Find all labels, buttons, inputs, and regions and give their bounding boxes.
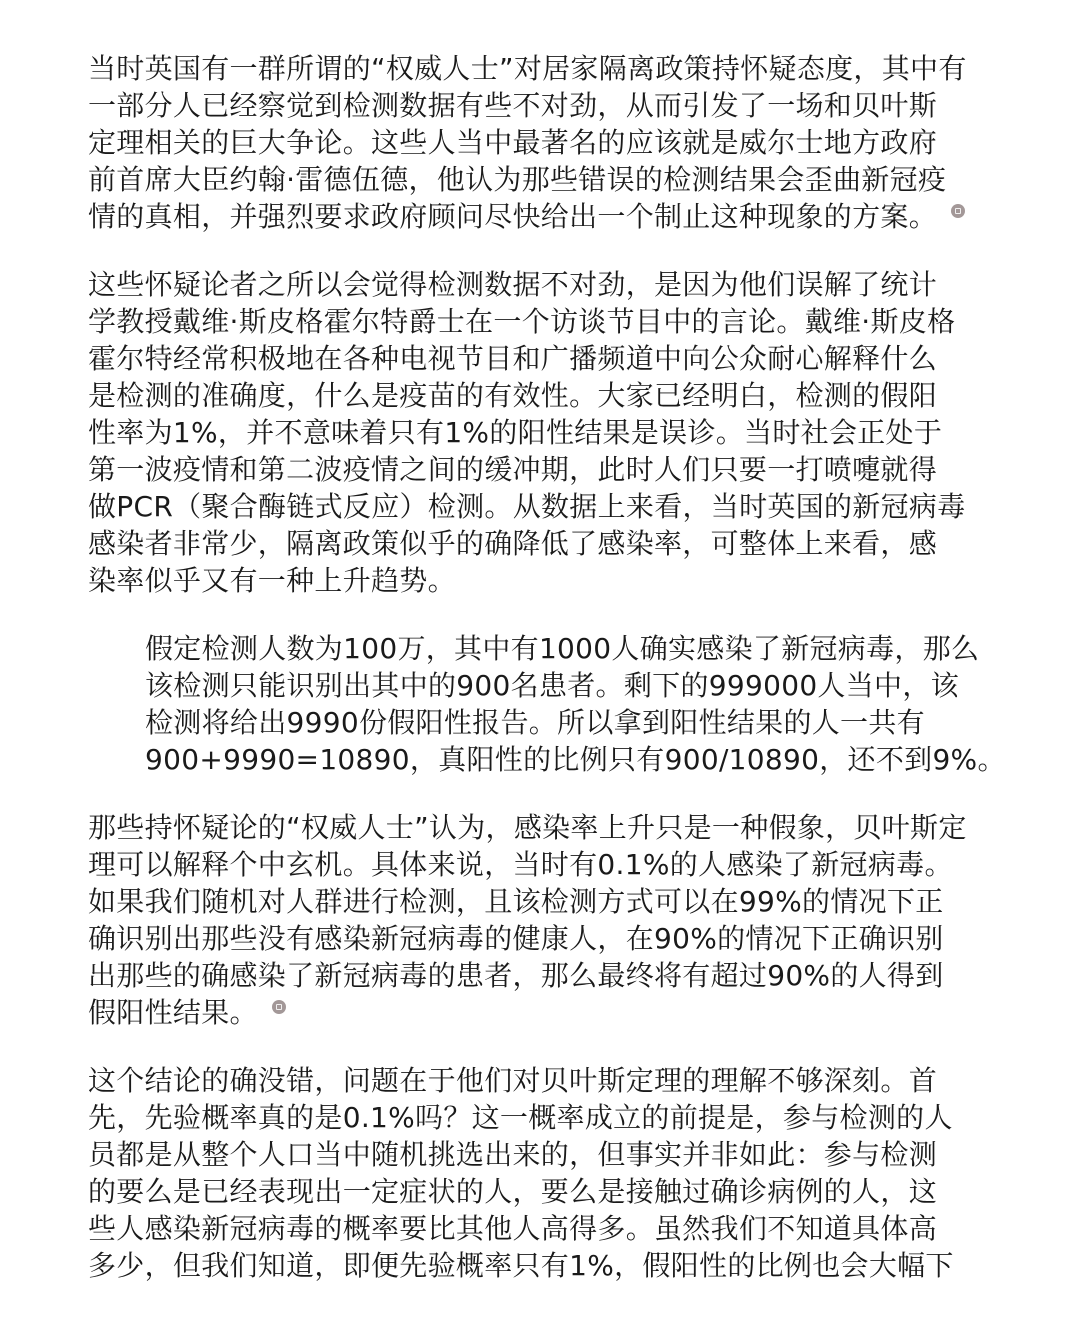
paragraph (88, 1062, 1020, 1284)
note-icon[interactable] (951, 204, 965, 218)
quote-line: 检测将给出9990份假阳性报告。所以拿到阳性结果的人一共有 (145, 706, 925, 739)
text-line: 确识别出那些没有感染新冠病毒的健康人，在90%的情况下正确识别 (88, 922, 944, 955)
text-line: 多少，但我们知道，即便先验概率只有1%，假阳性的比例也会大幅下 (88, 1249, 954, 1282)
note-icon[interactable] (272, 1000, 286, 1014)
text-line: 当时英国有一群所谓的“权威人士”对居家隔离政策持怀疑态度，其中有 (88, 52, 967, 85)
text-line-with-note (88, 198, 1020, 235)
text-line: 的要么是已经表现出一定症状的人，要么是接触过确诊病例的人，这 (88, 1175, 938, 1208)
quote-line: 该检测只能识别出其中的900名患者。剩下的999000人当中，该 (145, 669, 959, 702)
text-line: 情的真相，并强烈要求政府顾问尽快给出一个制止这种现象的方案。 (88, 200, 938, 233)
text-line: 定理相关的巨大争论。这些人当中最著名的应该就是威尔士地方政府 (88, 126, 938, 159)
quote-line: 假定检测人数为100万，其中有1000人确实感染了新冠病毒，那么 (145, 632, 980, 665)
text-line: 性率为1%，并不意味着只有1%的阳性结果是误诊。当时社会正处于 (88, 416, 943, 449)
text-line: 霍尔特经常积极地在各种电视节目和广播频道中向公众耐心解释什么 (88, 342, 938, 375)
text-line: 如果我们随机对人群进行检测，且该检测方式可以在99%的情况下正 (88, 885, 944, 918)
text-line-with-note (88, 994, 1020, 1031)
text-line: 染率似乎又有一种上升趋势。 (88, 564, 456, 597)
text-line: 前首席大臣约翰·雷德伍德，他认为那些错误的检测结果会歪曲新冠疫 (88, 163, 947, 196)
quote-line: 900+9990=10890，真阳性的比例只有900/10890，还不到9%。 (145, 743, 1006, 776)
text-line: 假阳性结果。 (88, 996, 258, 1029)
text-line: 员都是从整个人口当中随机挑选出来的，但事实并非如此：参与检测 (88, 1138, 938, 1171)
text-line: 些人感染新冠病毒的概率要比其他人高得多。虽然我们不知道具体高 (88, 1212, 938, 1245)
text-line: 出那些的确感染了新冠病毒的患者，那么最终将有超过90%的人得到 (88, 959, 944, 992)
text-line: 第一波疫情和第二波疫情之间的缓冲期，此时人们只要一打喷嚏就得 (88, 453, 938, 486)
text-line: 学教授戴维·斯皮格霍尔特爵士在一个访谈节目中的言论。戴维·斯皮格 (88, 305, 956, 338)
text-line: 感染者非常少，隔离政策似乎的确降低了感染率，可整体上来看，感 (88, 527, 938, 560)
text-line: 做PCR（聚合酶链式反应）检测。从数据上来看，当时英国的新冠病毒 (88, 490, 966, 523)
block-quote (88, 630, 1020, 778)
text-line: 先，先验概率真的是0.1%吗？这一概率成立的前提是，参与检测的人 (88, 1101, 953, 1134)
text-line: 这个结论的确没错，问题在于他们对贝叶斯定理的理解不够深刻。首 (88, 1064, 938, 1097)
paragraph (88, 266, 1020, 599)
text-line: 是检测的准确度，什么是疫苗的有效性。大家已经明白，检测的假阳 (88, 379, 938, 412)
text-line: 理可以解释个中玄机。具体来说，当时有0.1%的人感染了新冠病毒。 (88, 848, 953, 881)
paragraph (88, 50, 1020, 235)
text-line: 一部分人已经察觉到检测数据有些不对劲，从而引发了一场和贝叶斯 (88, 89, 938, 122)
paragraph (88, 809, 1020, 1031)
text-line: 那些持怀疑论的“权威人士”认为，感染率上升只是一种假象，贝叶斯定 (88, 811, 967, 844)
text-line: 这些怀疑论者之所以会觉得检测数据不对劲，是因为他们误解了统计 (88, 268, 938, 301)
